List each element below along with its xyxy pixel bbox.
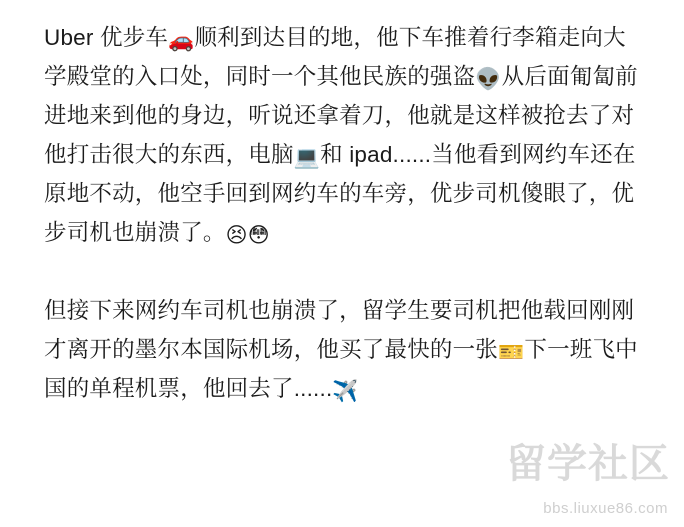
flushed-face-emoji: 😳: [247, 223, 270, 247]
watermark-url: bbs.liuxue86.com: [543, 500, 668, 517]
laptop-emoji: 💻: [293, 145, 321, 169]
airplane-emoji: ✈️: [332, 379, 359, 403]
text-run: 下一班飞中国的单程机票，他回去了......: [44, 337, 638, 401]
paragraph-1: [44, 18, 644, 252]
car-emoji: 🚗: [168, 28, 195, 52]
text-run: 从后面匍匐前进地来到他的身边，听说还拿着刀，他就是这样被抢去了对他打击很大的东西，电脑: [44, 64, 638, 167]
wincing-face-emoji: 😣: [225, 223, 248, 247]
article-body: [44, 18, 644, 408]
watermark-brand: 留学社区: [506, 441, 670, 486]
text-run: Uber 优步车: [44, 25, 169, 50]
text-run: 和 ipad......当他看到网约车还在原地不动，他空手回到网约车的车旁，优步司机傻眼了，优步司机也崩溃了。: [44, 142, 636, 245]
paragraph-2: [44, 291, 644, 408]
text-run: 但接下来网约车司机也崩溃了，留学生要司机把他载回刚刚才离开的墨尔本国际机场，他买了最快的一张: [44, 298, 635, 362]
text-run: 顺利到达目的地，他下车推着行李箱走向大学殿堂的入口处，同时一个其他民族的强盗: [44, 25, 626, 89]
alien-emoji: 👽: [475, 67, 502, 91]
ticket-emoji: 🎫: [498, 340, 525, 364]
